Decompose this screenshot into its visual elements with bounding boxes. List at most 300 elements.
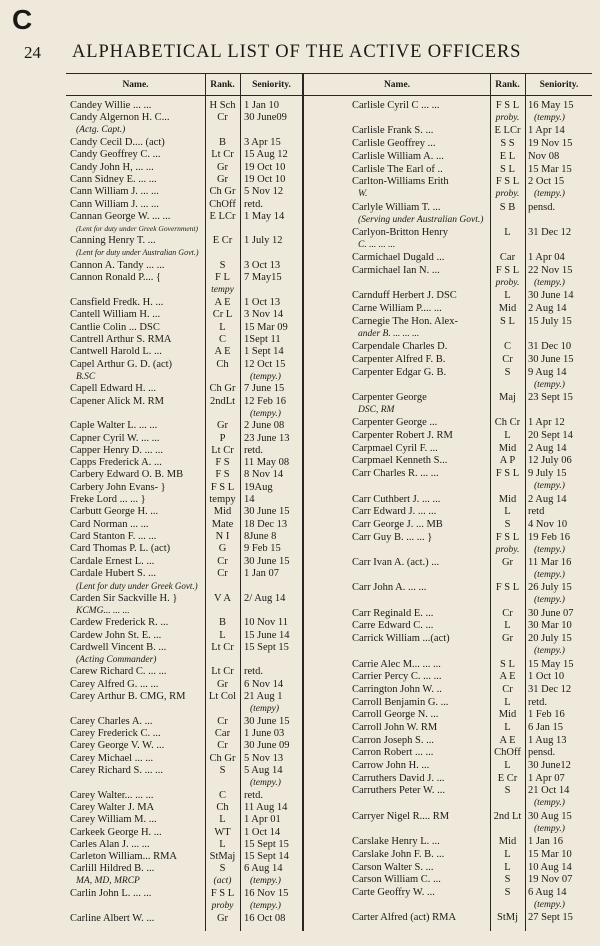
officer-rank: V A	[213, 592, 232, 604]
officer-seniority: 15 Mar 09	[244, 321, 288, 333]
officer-name: Carr Ivan A. (act.) ...	[352, 556, 440, 568]
officer-name: Carslake John F. B. ...	[352, 848, 445, 860]
officer-entry	[352, 176, 590, 200]
officer-seniority: 14	[244, 494, 255, 505]
officer-name: Carrington John W. ..	[352, 683, 442, 695]
officer-rank: Cr	[217, 715, 228, 727]
officer-rank: tempy	[209, 494, 236, 505]
officer-seniority: 1 Apr 04	[528, 252, 565, 264]
officer-rank: E Cr	[212, 235, 233, 247]
officer-name: Cardew John St. E. ...	[70, 629, 162, 641]
officer-rank: L	[219, 814, 226, 826]
officer-rank: StMj	[496, 912, 518, 924]
officer-name: Carkeek George H. ...	[70, 826, 162, 838]
officer-rank: Cr	[502, 353, 513, 365]
officer-seniority-note: (tempy.)	[534, 646, 565, 657]
officer-seniority-note: (tempy.)	[534, 379, 565, 390]
officer-entry	[70, 494, 300, 506]
officer-seniority: retd	[528, 506, 545, 518]
officer-entry	[70, 162, 300, 174]
officer-name: Carey Alfred G. ... ...	[70, 678, 159, 690]
officer-rank: G	[218, 543, 227, 555]
officer-rank: F S L	[495, 468, 520, 480]
officer-seniority: 6 Aug 14	[528, 886, 567, 898]
officer-name: Canning Henry T. ...	[70, 235, 156, 247]
officer-name: Cardale Ernest L. ...	[70, 555, 155, 567]
officer-name: Cann Sidney E. ... ...	[70, 173, 157, 185]
officer-seniority: 19 Oct 10	[244, 161, 286, 173]
officer-entry	[352, 443, 590, 455]
officer-rank: ChOff	[494, 747, 521, 759]
officer-seniority: 3 Nov 14	[244, 309, 284, 321]
officer-seniority: 12 July 06	[528, 455, 572, 467]
officer-note: (Actg. Capt.)	[76, 125, 126, 136]
officer-entry	[70, 137, 300, 149]
officer-entry	[70, 112, 300, 136]
officer-name: Carroll John W. RM	[352, 721, 438, 733]
officer-name: Carlyon-Britton Henry	[352, 226, 448, 238]
officer-rank: F S L	[495, 100, 520, 111]
officer-entry	[70, 186, 300, 198]
officer-seniority: 30 Mar 10	[528, 620, 572, 632]
officer-entry	[352, 887, 590, 911]
officer-entry	[352, 874, 590, 886]
officer-seniority: 1Sept 11	[244, 334, 281, 345]
officer-rank: S L	[500, 658, 515, 670]
officer-entry	[352, 151, 590, 163]
officer-seniority: 3 Oct 13	[244, 260, 281, 272]
officer-entry	[352, 494, 590, 506]
officer-seniority: 31 Dec 10	[528, 341, 572, 353]
officer-seniority: 16 May 15	[528, 100, 574, 111]
officer-entry	[70, 802, 300, 814]
officer-rank: Gr	[216, 161, 229, 173]
officer-entry	[352, 735, 590, 747]
officer-entry	[70, 506, 300, 518]
officer-rank: Mid	[498, 493, 517, 505]
officer-seniority-note: (tempy.)	[534, 595, 565, 606]
officer-rank: L	[504, 848, 511, 860]
officer-name: Carruthers David J. ...	[352, 772, 445, 784]
officer-entry	[70, 679, 300, 691]
officer-entry	[70, 851, 300, 863]
officer-note: C. ... ... ...	[358, 239, 396, 250]
officer-seniority: 15 July 15	[528, 315, 572, 327]
officer-rank: L	[504, 696, 511, 708]
officer-name: Carmichael Ian N. ...	[352, 265, 440, 276]
officer-name: Caple Walter L. ... ...	[70, 420, 158, 432]
officer-seniority: 30 June 15	[528, 353, 574, 365]
officer-rank: F S	[215, 457, 230, 469]
header-top-rule	[66, 73, 592, 74]
officer-name: Candey Willie ... ...	[70, 100, 152, 111]
officer-seniority: 2 Aug 14	[528, 442, 567, 454]
officer-entry	[352, 862, 590, 874]
officer-name: Carr Edward J. ... ...	[352, 506, 437, 518]
officer-seniority: retd.	[244, 444, 263, 456]
officer-seniority: 30 June09	[244, 112, 287, 124]
officer-name: Carey Arthur B. CMG, RM	[70, 691, 186, 702]
officer-entry	[70, 433, 300, 445]
officer-seniority: 4 Nov 10	[528, 518, 568, 530]
officer-entry	[70, 322, 300, 334]
officer-seniority: 1 Jan 10	[244, 100, 279, 111]
officer-seniority: 30 June12	[528, 760, 571, 771]
officer-name: Carbutt George H. ...	[70, 506, 159, 518]
officer-entry	[70, 790, 300, 802]
officer-seniority-note: (tempy.)	[250, 777, 281, 788]
officer-rank: Cr	[502, 607, 513, 619]
officer-rank: Ch Gr	[209, 752, 236, 764]
officer-rank: E Cr	[497, 772, 518, 784]
officer-seniority: 26 July 15	[528, 582, 572, 594]
officer-note: (Lent for duty under Australian Govt.)	[76, 248, 199, 258]
officer-entry	[352, 265, 590, 289]
officer-name: Carpendale Charles D.	[352, 341, 448, 353]
officer-rank: Lt Col	[208, 691, 237, 702]
officer-name: Carpenter Alfred F. B.	[352, 353, 446, 365]
officer-name: Carroll Benjamin G. ...	[352, 696, 449, 708]
officer-seniority: 2 Oct 15	[528, 176, 565, 188]
officer-rank: Mid	[498, 836, 517, 848]
officer-entry	[352, 608, 590, 620]
officer-name: Capper Henry D. ... ...	[70, 444, 164, 456]
officer-entry	[70, 100, 300, 112]
officer-name: Capell Edward H. ...	[70, 383, 157, 395]
officer-entry	[70, 888, 300, 912]
officer-rank: Gr	[501, 556, 514, 568]
officer-rank: S	[504, 518, 511, 530]
officer-rank: C	[218, 789, 226, 801]
officer-entry	[352, 252, 590, 264]
officer-name: Carbery John Evans- }	[70, 481, 166, 493]
officer-seniority-note: (tempy.)	[534, 481, 565, 492]
officer-name: Carrow John H. ...	[352, 760, 430, 771]
officer-entry	[70, 482, 300, 494]
officer-seniority-note: (tempy)	[250, 704, 280, 714]
officer-rank: L	[504, 721, 511, 733]
officer-entry	[70, 383, 300, 395]
officer-seniority: 1 Apr 12	[528, 417, 565, 429]
officer-seniority-note: (tempy.)	[534, 823, 565, 834]
officer-name: Carte Geoffry W. ...	[352, 886, 435, 898]
officer-rank: S	[219, 863, 226, 875]
officer-seniority: 1 Jan 16	[528, 836, 563, 848]
officer-seniority: 1 Oct 13	[244, 297, 281, 308]
officer-entry	[70, 642, 300, 666]
officer-seniority: 19 Feb 16	[528, 531, 570, 543]
officer-rank: Cr	[217, 112, 228, 124]
officer-seniority: 1 Oct 10	[528, 671, 565, 683]
officer-rank: L	[219, 838, 226, 850]
officer-entry	[70, 753, 300, 765]
officer-seniority-note: (tempy.)	[534, 798, 565, 809]
officer-entry	[70, 519, 300, 531]
officer-rank-note: proby.	[495, 113, 520, 123]
officer-seniority: 18 Dec 13	[244, 518, 288, 530]
officer-entry	[352, 849, 590, 861]
officer-seniority: 23 June 13	[244, 432, 290, 444]
officer-seniority: 5 Nov 12	[244, 186, 284, 198]
officer-seniority: 2/ Aug 14	[244, 592, 286, 604]
officer-seniority: 21 Oct 14	[528, 785, 570, 797]
officer-seniority: 2 Aug 14	[528, 303, 567, 315]
officer-seniority: 1 Apr 07	[528, 772, 565, 784]
officer-rank: S	[504, 886, 511, 898]
officer-name: Cann William J. ... ...	[70, 186, 159, 198]
officer-entry	[70, 174, 300, 186]
officer-entry	[70, 420, 300, 432]
officer-entry	[70, 346, 300, 358]
officer-entry	[352, 290, 590, 302]
officer-seniority-note: (tempy.)	[534, 899, 565, 910]
officer-entry	[352, 684, 590, 696]
officer-name: Cannon A. Tandy ... ...	[70, 260, 165, 272]
officer-seniority: pensd.	[528, 747, 556, 759]
officer-seniority: 21 Aug 1	[244, 691, 283, 702]
officer-rank: Ch	[216, 358, 229, 370]
officer-entry	[352, 785, 590, 809]
officer-seniority: 5 Nov 13	[244, 752, 284, 764]
officer-name: Cansfield Fredk. H. ...	[70, 297, 164, 308]
officer-entry	[70, 396, 300, 420]
officer-seniority: 19 Nov 07	[528, 874, 573, 886]
officer-rank: B	[218, 617, 226, 629]
officer-seniority: 2 Aug 14	[528, 493, 567, 505]
officer-name: Capel Arthur G. D. (act)	[70, 358, 173, 370]
officer-rank: Maj	[499, 391, 516, 403]
officer-entry	[70, 556, 300, 568]
officer-seniority: retd.	[244, 198, 263, 210]
officer-seniority: 8 Nov 14	[244, 469, 284, 481]
officer-seniority: 19Aug	[244, 481, 273, 493]
officer-entry	[70, 617, 300, 629]
officer-seniority-note: (tempy.)	[534, 113, 565, 123]
officer-entry	[70, 593, 300, 617]
officer-rank: S B	[499, 201, 516, 213]
officer-rank: Gr	[216, 678, 229, 690]
officer-seniority: 1 Sept 14	[244, 346, 284, 358]
officer-name: Carpmael Kenneth S...	[352, 455, 448, 467]
officer-entry	[70, 334, 300, 346]
officer-note: DSC, RM	[358, 404, 395, 415]
officer-entry	[352, 620, 590, 632]
officer-rank: Mid	[498, 709, 517, 721]
officer-seniority: 31 Dec 12	[528, 683, 572, 695]
officer-entry	[70, 457, 300, 469]
officer-rank: Car	[214, 728, 231, 739]
officer-entry	[70, 469, 300, 481]
officer-seniority: 1 May 14	[244, 210, 285, 222]
officer-entry	[352, 303, 590, 315]
officer-seniority: 19 Nov 15	[528, 138, 573, 150]
officer-rank: H Sch	[209, 100, 236, 111]
officer-entry	[352, 582, 590, 606]
officer-note: (Serving under Australian Govt.)	[358, 214, 484, 225]
officer-rank: S L	[500, 315, 515, 327]
officer-rank: 2ndLt	[209, 395, 236, 407]
officer-entry	[352, 392, 590, 416]
officer-rank: Mid	[213, 506, 232, 518]
officer-entry	[70, 765, 300, 789]
officer-note: (Lent for duty under Greek Government)	[76, 223, 198, 233]
officer-entry	[70, 568, 300, 592]
officer-name: Carey William M. ...	[70, 814, 157, 826]
officer-name: Carden Sir Sackville H. }	[70, 592, 178, 604]
officer-note: B.SC	[76, 371, 96, 382]
officer-seniority: 1 July 12	[244, 235, 283, 247]
officer-entry	[70, 260, 300, 272]
officer-rank: Gr	[501, 633, 514, 645]
officer-seniority: 9 Aug 14	[528, 366, 567, 378]
officer-seniority: 11 Aug 14	[244, 801, 288, 813]
officer-seniority: retd.	[244, 666, 263, 678]
officer-rank: F S L	[495, 582, 520, 594]
officer-seniority: 9 Feb 15	[244, 543, 281, 555]
officer-rank: Lt Cr	[211, 149, 234, 161]
officer-rank: S	[219, 260, 226, 272]
officer-seniority: 11 May 08	[244, 457, 290, 469]
officer-entry	[70, 839, 300, 851]
officer-seniority-note: (tempy.)	[534, 189, 565, 200]
officer-seniority: 7 June 15	[244, 383, 285, 395]
officer-entry	[70, 272, 300, 296]
officer-name: Carroll George N. ...	[352, 709, 439, 721]
officer-note: (Acting Commander)	[76, 654, 157, 665]
officer-rank-note: (act)	[213, 876, 232, 887]
officer-rank: Cr	[217, 567, 228, 579]
officer-rank: F S L	[210, 481, 235, 493]
officer-rank: StMaj	[209, 851, 236, 863]
officer-name: Carey Frederick C. ...	[70, 728, 161, 739]
officer-name: Carre Edward C. ...	[352, 620, 434, 632]
officer-name: Cannan George W. ... ...	[70, 210, 171, 222]
officer-name: Carryer Nigel R.... RM	[352, 810, 450, 822]
officer-seniority: 10 Nov 11	[244, 617, 288, 629]
officer-entry	[70, 740, 300, 752]
right-seniority-header: Seniority.	[539, 80, 579, 90]
officer-seniority-note: (tempy.)	[534, 544, 565, 555]
officer-seniority: 16 Nov 15	[244, 888, 289, 900]
officer-rank: C	[503, 341, 511, 353]
officer-seniority: 11 Mar 16	[528, 556, 572, 568]
officer-name: Cardew Frederick R. ...	[70, 617, 169, 629]
officer-name: Carnduff Herbert J. DSC	[352, 290, 457, 302]
officer-name: Carlisle The Earl of ..	[352, 163, 443, 175]
officer-name: Carpenter George ...	[352, 417, 438, 429]
officer-entry	[352, 164, 590, 176]
officer-seniority: 30 Aug 15	[528, 810, 572, 822]
officer-seniority: 19 Oct 10	[244, 173, 286, 185]
officer-seniority: 23 Sept 15	[528, 391, 573, 403]
officer-entry	[352, 341, 590, 353]
officer-name: Carne William P.... ...	[352, 303, 442, 315]
officer-name: Carr John A. ... ...	[352, 582, 427, 594]
officer-rank: F S	[215, 469, 230, 481]
officer-rank: L	[504, 760, 511, 771]
officer-note: W.	[358, 189, 368, 200]
officer-rank: ChOff	[209, 198, 236, 210]
officer-seniority: 16 Oct 08	[244, 912, 286, 924]
officer-name: Carleton William... RMA	[70, 851, 177, 863]
officer-seniority: 12 Oct 15	[244, 358, 286, 370]
officer-rank: S	[504, 366, 511, 378]
officer-rank: E LCr	[209, 210, 236, 222]
officer-name: Cardale Hubert S. ...	[70, 567, 157, 579]
officer-seniority: 15 Sept 15	[244, 838, 289, 850]
officer-name: Carron Joseph S. ...	[352, 734, 434, 746]
officer-entry	[70, 666, 300, 678]
officer-entry	[352, 671, 590, 683]
officer-seniority: 15 Aug 12	[244, 149, 288, 161]
officer-rank: Cr L	[212, 309, 233, 321]
officer-name: Cantwell Harold L. ...	[70, 346, 162, 358]
officer-seniority-note: (tempy.)	[250, 408, 281, 419]
officer-name: Carson Walter S. ...	[352, 861, 434, 873]
officer-entry	[70, 445, 300, 457]
officer-name: Carey Charles A. ...	[70, 715, 153, 727]
officer-name: Freke Lord ... ... }	[70, 494, 146, 505]
officer-seniority: 6 Nov 14	[244, 678, 284, 690]
officer-name: Cannon Ronald P.... {	[70, 272, 162, 284]
officer-note: MA, MD, MRCP	[76, 876, 140, 887]
officer-rank: Cr	[217, 740, 228, 752]
officer-name: Carey Walter... ... ...	[70, 789, 154, 801]
officer-seniority: 15 Mar 15	[528, 163, 572, 175]
header-bottom-rule	[66, 95, 592, 96]
officer-rank: S	[504, 785, 511, 797]
officer-rank: Cr	[502, 683, 513, 695]
officer-rank: WT	[214, 826, 231, 838]
officer-name: Carson William C. ...	[352, 874, 441, 886]
officer-entry	[352, 468, 590, 492]
officer-name: Cann William J. ... ...	[70, 198, 159, 210]
officer-seniority: 30 June 15	[244, 506, 290, 518]
officer-name: Carpenter George	[352, 391, 427, 403]
officer-rank: Cr	[217, 555, 228, 567]
officer-seniority: 30 June 15	[244, 555, 290, 567]
officer-name: Carline Albert W. ...	[70, 912, 155, 924]
officer-name: Carr Reginald E. ...	[352, 607, 434, 619]
officer-seniority: 6 Jan 15	[528, 721, 563, 733]
officer-name: Candy Cecil D.... (act)	[70, 136, 165, 148]
officer-seniority-note: (tempy.)	[534, 569, 565, 580]
officer-entry	[70, 863, 300, 887]
officer-entry	[352, 697, 590, 709]
officer-entry	[70, 235, 300, 259]
officer-name: Card Stanton F. ... ...	[70, 531, 157, 542]
officer-rank: L	[504, 226, 511, 238]
officer-name: Carlisle Cyril C ... ...	[352, 100, 440, 111]
officer-seniority: retd.	[528, 696, 547, 708]
officer-entry	[70, 531, 300, 543]
officer-name: Carlin John L. ... ...	[70, 888, 152, 900]
officer-entry	[352, 722, 590, 734]
officer-seniority: 8June 8	[244, 531, 277, 542]
officer-seniority: 2 June 08	[244, 420, 285, 432]
officer-seniority: 15 June 14	[244, 629, 290, 641]
officer-entry	[352, 506, 590, 518]
officer-entry	[70, 359, 300, 383]
officer-entry	[70, 716, 300, 728]
officer-name: Carpenter Robert J. RM	[352, 430, 453, 441]
officer-seniority-note: (tempy.)	[250, 371, 281, 382]
officer-name: Card Thomas P. L. (act)	[70, 543, 171, 555]
right-name-header: Name.	[383, 80, 411, 90]
officer-rank: L	[504, 620, 511, 632]
officer-seniority: 6 Aug 14	[244, 863, 283, 875]
officer-name: Carrier Percy C. ... ...	[352, 671, 442, 683]
